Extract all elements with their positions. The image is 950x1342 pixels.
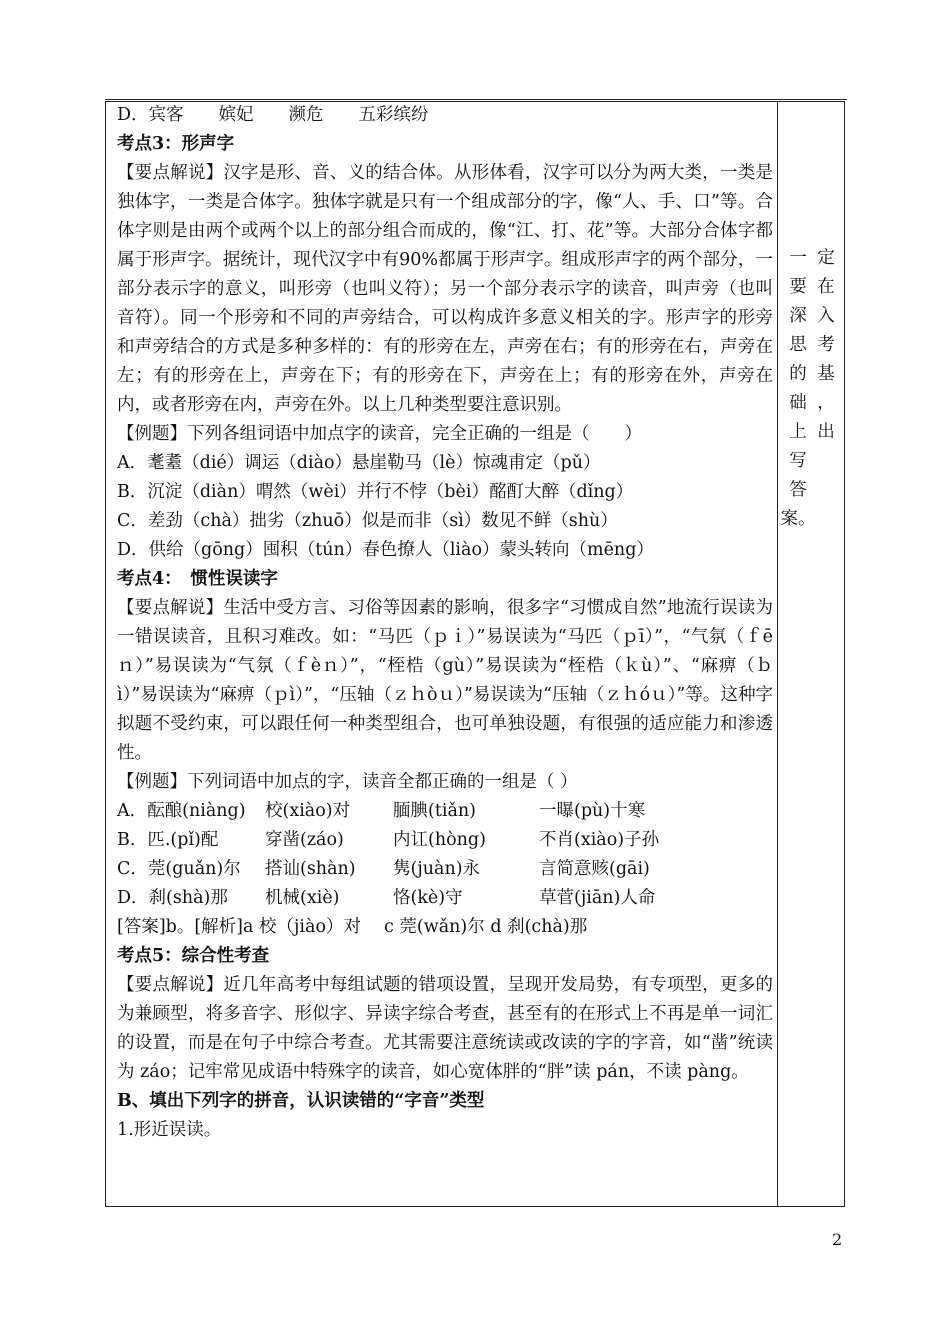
side-char: 定 — [817, 248, 835, 268]
option-cell: 校(xiào)对 — [265, 801, 351, 821]
option-cell: 内讧(hòng) — [393, 830, 486, 850]
side-char: 出 — [817, 422, 835, 442]
explanation-paragraph-3: 【要点解说】汉字是形、音、义的结合体。从形体看，汉字可以分为两大类，一类是独体字，一类是合体字。独体字就是只有一个组成部分的字，像“人、手、口”等。合体字则是由两个或两个以上的部分组合而成的，像“江、打、花”等。大部分合体字都属于形声字。据统计，现代汉字中有90%都属于形声字。组成形声字的两个部分，一部分表示字的意义，叫形旁（也叫义符）；另一个部分表示字的读音，叫声旁（也叫音符）。同一个形旁和不同的声旁结合，可以构成许多意义相关的字。形声字的形旁和声旁结合的方式是多种多样的：有的形旁在左，声旁在右；有的形旁在右，声旁在左；有的形旁在上，声旁在下；有的形旁在下，声旁在上；有的形旁在外，声旁在内，或者形旁在内，声旁在外。以上几种类型要注意识别。 — [117, 163, 773, 415]
option-row-d — [117, 884, 773, 913]
option-cell: B．匹.(pǐ)配 — [117, 830, 219, 850]
side-char: 要 — [789, 277, 807, 297]
option-cell: 草菅(jiān)人命 — [539, 888, 656, 908]
option-cell: 言简意赅(gāi) — [539, 859, 650, 879]
side-char: 答 — [789, 480, 807, 500]
side-char: 思 — [789, 335, 807, 355]
example-option-c: C．差劲（chà）拙劣（zhuō）似是而非（sì）数见不鲜（shù） — [117, 511, 618, 531]
option-row-b — [117, 826, 773, 855]
subsection-item-1: 1.形近误读。 — [117, 1120, 222, 1140]
explanation-paragraph-5: 【要点解说】近几年高考中每组试题的错项设置，呈现开发局势，有专项型，更多的为兼顾型，将多音字、形似字、异读字综合考查，甚至有的在形式上不再是单一词汇的设置，而是在句子中综合考查。尤其需要注意统读或改读的字的字音，如“凿”统读为 záo；记牢常见成语中特殊字的读音，如心宽体胖的“胖”读 pán，不读 pàng。 — [117, 975, 773, 1082]
option-cell: 穿凿(záo) — [265, 830, 344, 850]
section-heading-4: 考点4： 惯性误读字 — [117, 569, 278, 589]
side-char: 考 — [817, 335, 835, 355]
side-char: ， — [817, 393, 835, 413]
option-d-line: D．宾客 嫔妃 濒危 五彩缤纷 — [117, 105, 429, 125]
option-cell: C．莞(guǎn)尔 — [117, 859, 241, 879]
header-rule — [105, 99, 847, 100]
section-heading-b: B、填出下列字的拼音，认识读错的“字音”类型 — [117, 1091, 485, 1111]
side-char: 上 — [789, 422, 807, 442]
option-row-c — [117, 855, 773, 884]
option-cell: D．刹(shà)那 — [117, 888, 228, 908]
example-question-3: 【例题】下列各组词语中加点字的读音，完全正确的一组是（ ） — [117, 424, 642, 444]
example-option-a: A．耄耋（dié）调运（diào）悬崖勒马（lè）惊魂甫定（pǔ） — [117, 453, 601, 473]
side-note — [780, 244, 837, 534]
side-char: 基 — [817, 364, 835, 384]
side-char: 写 — [789, 451, 807, 471]
section-heading-5: 考点5：综合性考查 — [117, 946, 270, 966]
side-note-column-1 — [780, 244, 816, 534]
example-question-4: 【例题】下列词语中加点的字，读音全都正确的一组是（ ） — [117, 772, 578, 792]
side-char: 的 — [789, 364, 807, 384]
side-char: 深 — [789, 306, 807, 326]
side-char: 在 — [817, 277, 835, 297]
option-cell: 恪(kè)守 — [393, 888, 463, 908]
main-content — [117, 101, 773, 1145]
option-row-a — [117, 797, 773, 826]
column-divider — [777, 101, 778, 1207]
example-option-d: D．供给（gōng）囤积（tún）春色撩人（liào）蒙头转向（mēng） — [117, 540, 654, 560]
side-char: 础 — [789, 393, 807, 413]
side-char: 一 — [789, 248, 807, 268]
example-option-b: B．沉淀（diàn）喟然（wèi）并行不悖（bèi）酩酊大醉（dǐng） — [117, 482, 634, 502]
page-number: 2 — [832, 1230, 843, 1249]
option-cell: 不肖(xiào)子孙 — [539, 830, 660, 850]
option-cell: 腼腆(tiǎn) — [393, 801, 476, 821]
side-char: 案。 — [780, 509, 816, 529]
option-cell: A．酝酿(niàng) — [117, 801, 246, 821]
side-char: 入 — [817, 306, 835, 326]
option-cell: 隽(juàn)永 — [393, 859, 481, 879]
section-heading-3: 考点3：形声字 — [117, 134, 235, 154]
side-note-column-2 — [815, 244, 837, 534]
option-cell: 机械(xiè) — [265, 888, 340, 908]
option-cell: 一曝(pù)十寒 — [539, 801, 646, 821]
answer-line: [答案]b。[解析]a 校（jiào）对 c 莞(wǎn)尔 d 刹(chà)那 — [117, 917, 588, 937]
explanation-paragraph-4: 【要点解说】生活中受方言、习俗等因素的影响，很多字“习惯成自然”地流行误读为一错误读音，且积习难改。如：“马匹（ｐｉ）”易误读为“马匹（ｐī）”，“气氛（ｆēｎ）”易误读为“气氛（ｆèｎ）”，“桎梏（gù）”易误读为“桎梏（ｋù）”、“麻痹（ｂì）”易误读为“麻痹（ｐì）”，“压轴（ｚｈòｕ）”易误读为“压轴（ｚｈóｕ）”等。这种字拟题不受约束，可以跟任何一种类型组合，也可单独设题，有很强的适应能力和渗透性。 — [117, 598, 773, 763]
option-cell: 搭讪(shàn) — [265, 859, 356, 879]
